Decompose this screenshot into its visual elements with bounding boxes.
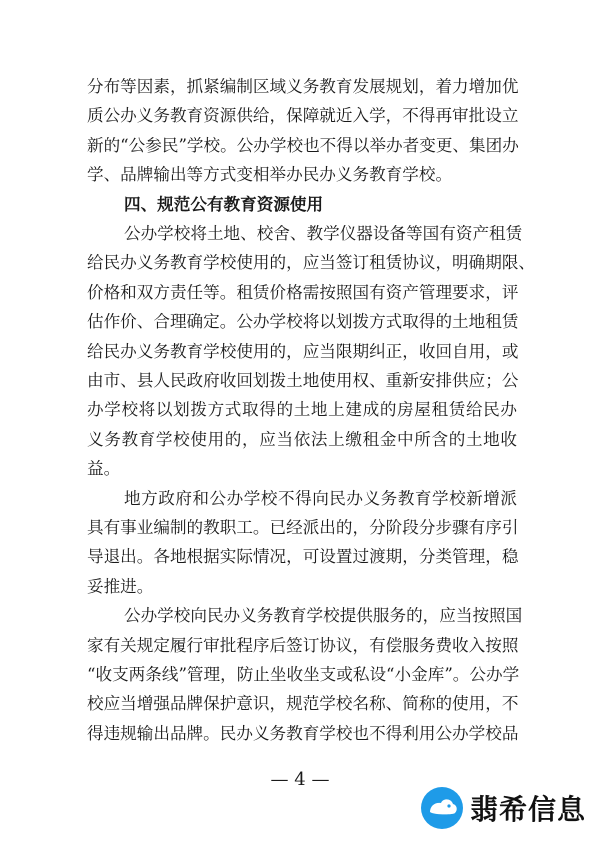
paragraph-line: 质公办义务教育资源供给，保障就近入学，不得再审批设立: [87, 106, 519, 126]
paragraph-line: 分布等因素，抓紧编制区域义务教育发展规划，着力增加优: [87, 77, 519, 96]
watermark: [420, 780, 590, 836]
paragraph-line: “收支两条线”管理，防止坐收坐支或私设“小金库”。公办学: [87, 665, 520, 684]
cloud-bird-icon: [420, 786, 464, 830]
paragraph-line: 家有关规定履行审批程序后签订协议，有偿服务费收入按照: [87, 635, 519, 655]
paragraph-line: 义务教育学校使用的，应当依法上缴租金中所含的土地收: [87, 429, 517, 449]
paragraph-line: 校应当增强品牌保护意识，规范学校名称、简称的使用，不: [87, 694, 519, 714]
paragraph-line: 公办学校将土地、校舍、教学仪器设备等国有资产租赁: [124, 224, 523, 243]
paragraph-line: 具有事业编制的教职工。已经派出的，分阶段分步骤有序引: [87, 518, 519, 537]
paragraph-line: 办学校将以划拨方式取得的土地上建成的房屋租赁给民办: [87, 400, 517, 420]
paragraph-line: 价格和双方责任等。租赁价格需按照国有资产管理要求，评: [87, 282, 519, 302]
watermark-text: 翡希信息: [470, 793, 587, 826]
page-number: — 4 —: [270, 769, 330, 790]
paragraph-line: 给民办义务教育学校使用的，应当限期纠正，收回自用，或: [87, 341, 519, 361]
paragraph-line: 新的“公参民”学校。公办学校也不得以举办者变更、集团办: [87, 135, 519, 155]
paragraph-line: 益。: [87, 459, 121, 479]
paragraph-line: 学、品牌输出等方式变相举办民办义务教育学校。: [87, 165, 453, 185]
paragraph-line: 导退出。各地根据实际情况，可设置过渡期，分类管理，稳: [87, 547, 519, 567]
section-heading: 四、规范公有教育资源使用: [124, 194, 324, 214]
paragraph-line: 由市、县人民政府收回划拨土地使用权、重新安排供应；公: [87, 371, 519, 390]
paragraph-line: 公办学校向民办义务教育学校提供服务的，应当按照国: [124, 606, 523, 626]
paragraph-line: 估作价、合理确定。公办学校将以划拨方式取得的土地租赁: [87, 312, 519, 332]
paragraph-line: 地方政府和公办学校不得向民办义务教育学校新增派: [124, 488, 517, 508]
paragraph-line: 得违规输出品牌。民办义务教育学校也不得利用公办学校品: [87, 723, 519, 743]
paragraph-line: 妥推进。: [87, 576, 154, 596]
paragraph-line: 给民办义务教育学校使用的，应当签订租赁协议，明确期限、: [87, 253, 536, 273]
